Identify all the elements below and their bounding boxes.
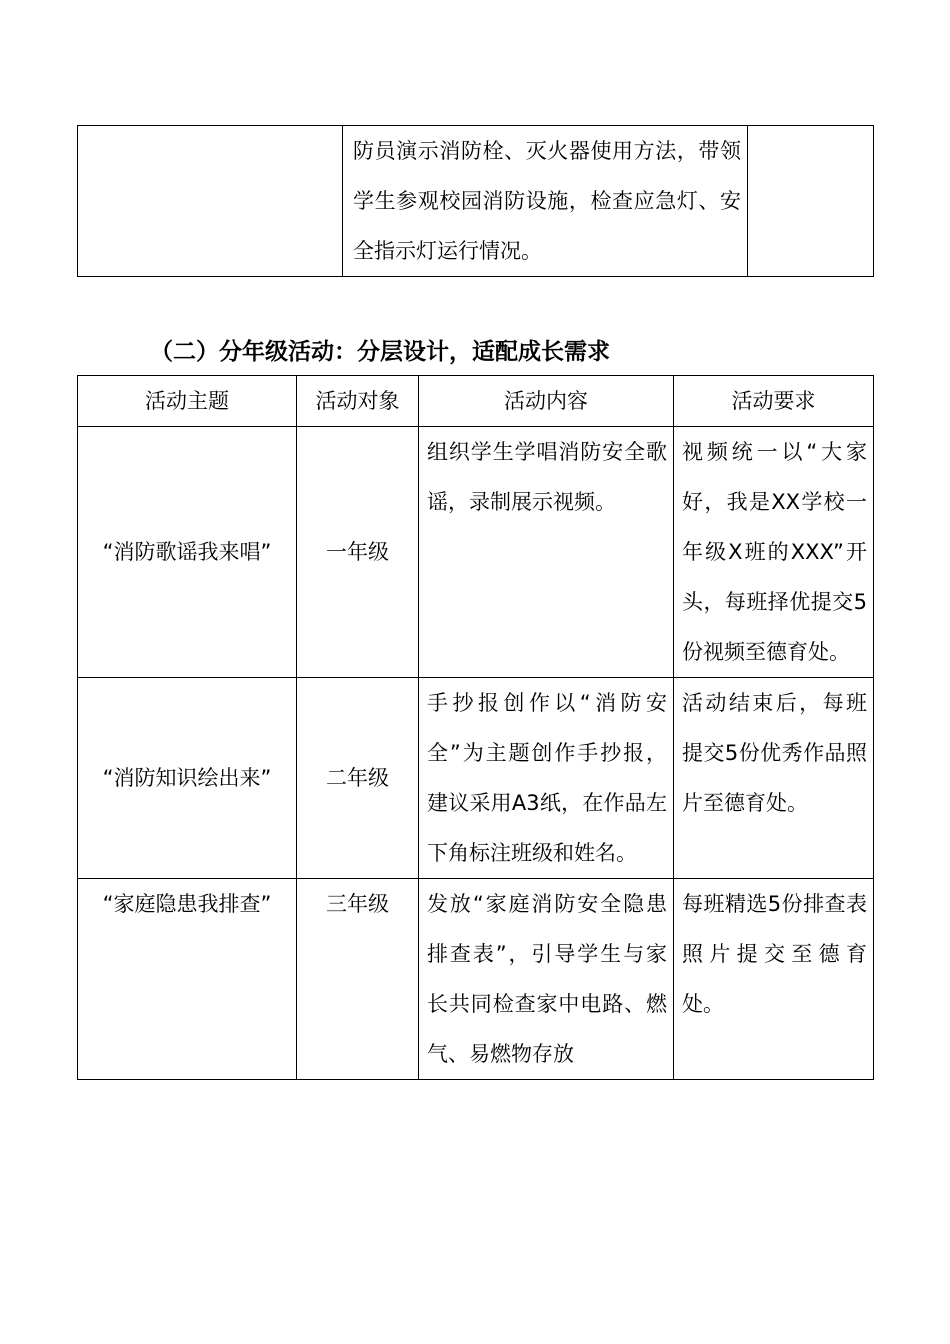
header-content: 活动内容	[419, 376, 674, 427]
requirement-cell	[748, 126, 874, 277]
content-cell: 发放“家庭消防安全隐患排查表”，引导学生与家长共同检查家中电路、燃气、易燃物存放	[419, 879, 674, 1080]
theme-cell: “消防歌谣我来唱”	[78, 427, 297, 678]
table-header-row	[78, 376, 874, 427]
theme-cell	[78, 126, 343, 277]
header-theme: 活动主题	[78, 376, 297, 427]
table-row	[78, 678, 874, 879]
content-cell: 组织学生学唱消防安全歌谣，录制展示视频。	[419, 427, 674, 678]
content-cell: 防员演示消防栓、灭火器使用方法，带领学生参观校园消防设施，检查应急灯、安全指示灯运行情况。	[343, 126, 748, 277]
header-requirement: 活动要求	[674, 376, 874, 427]
requirement-cell: 视频统一以“大家好，我是XX学校一年级X班的XXX”开头，每班择优提交5份视频至德育处。	[674, 427, 874, 678]
requirement-cell: 每班精选5份排查表照片提交至德育处。	[674, 879, 874, 1080]
target-cell: 三年级	[297, 879, 419, 1080]
section-title: （二）分年级活动：分层设计，适配成长需求	[150, 339, 610, 365]
grade-activity-table	[77, 375, 874, 1080]
table-row	[78, 879, 874, 1080]
theme-cell: “消防知识绘出来”	[78, 678, 297, 879]
target-cell: 二年级	[297, 678, 419, 879]
table-row	[78, 427, 874, 678]
content-cell: 手抄报创作以“消防安全”为主题创作手抄报，建议采用A3纸，在作品左下角标注班级和姓名。	[419, 678, 674, 879]
table-row	[78, 126, 874, 277]
theme-cell: “家庭隐患我排查”	[78, 879, 297, 1080]
requirement-cell: 活动结束后，每班提交5份优秀作品照片至德育处。	[674, 678, 874, 879]
continuation-table	[77, 125, 874, 277]
target-cell: 一年级	[297, 427, 419, 678]
header-target: 活动对象	[297, 376, 419, 427]
